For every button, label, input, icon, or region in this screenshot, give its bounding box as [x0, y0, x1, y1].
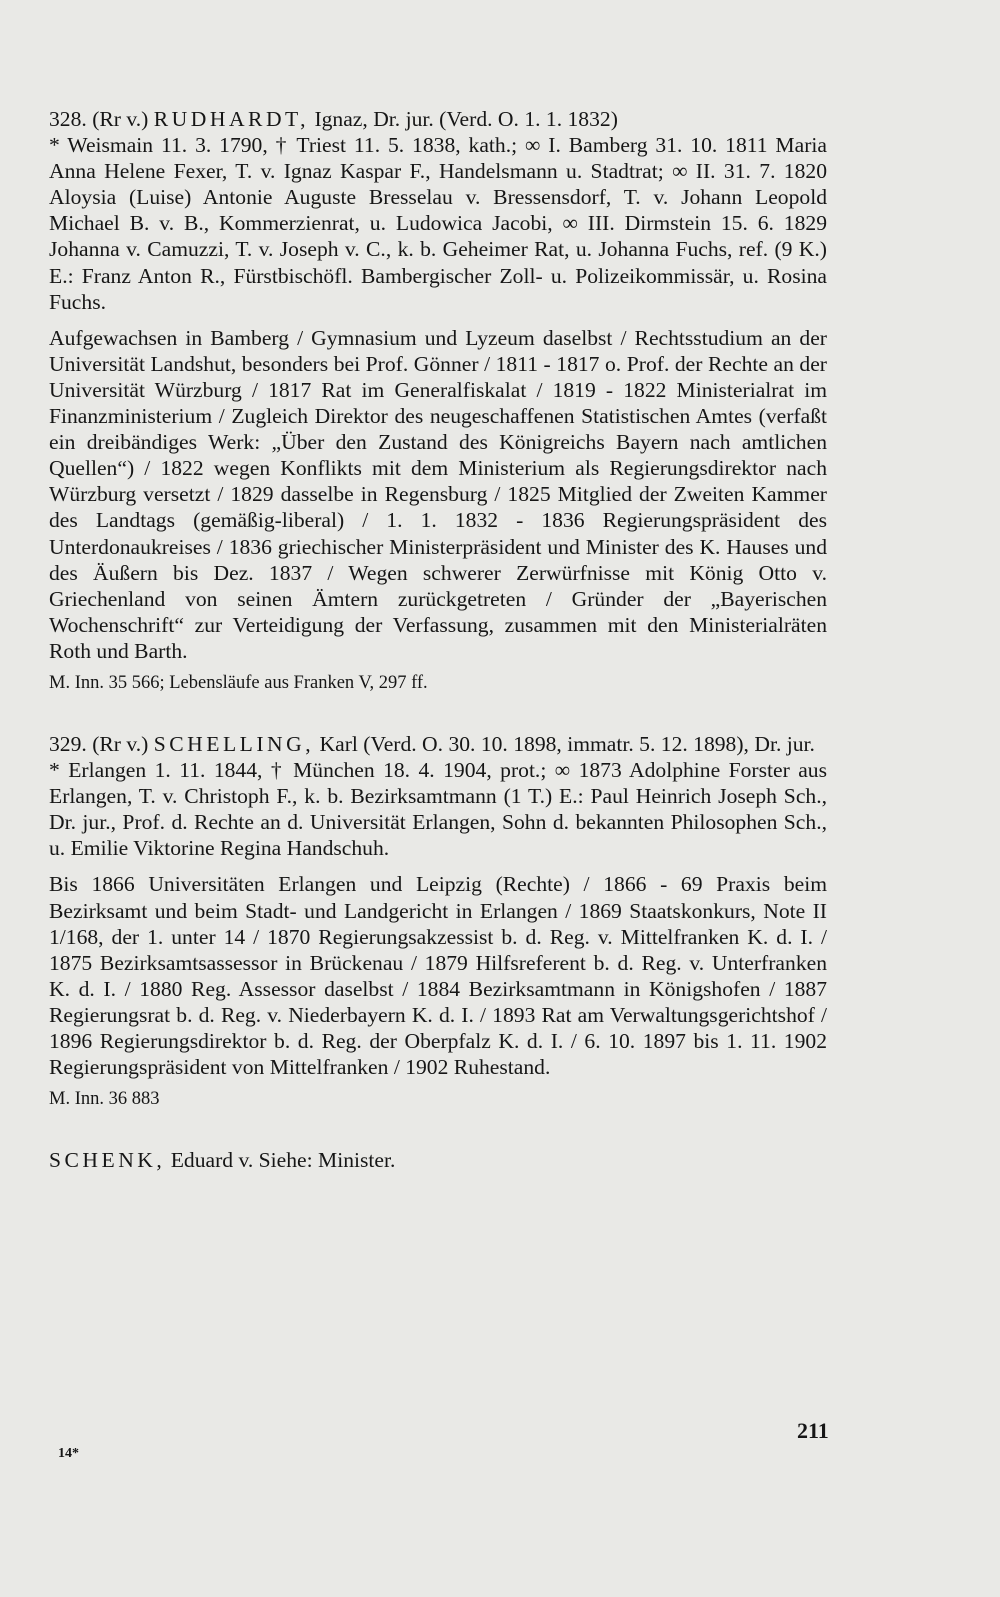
page-body	[49, 106, 827, 1173]
cross-reference-text: Eduard v. Siehe: Minister.	[170, 1148, 396, 1173]
entry-329-source: M. Inn. 36 883	[49, 1089, 160, 1110]
entry-328-heading-rest: Ignaz, Dr. jur. (Verd. O. 1. 1. 1832)	[314, 107, 618, 131]
cross-reference-surname: SCHENK,	[49, 1148, 166, 1173]
entry-329-genealogy: * Erlangen 1. 11. 1844, † München 18. 4. 1904, prot.; ∞ 1873 Adolphine Forster aus Erlangen, T. v. Christoph F., k. b. Bezirksamtmann (1 T.) E.: Paul Heinrich Joseph Sch., Dr. jur., Prof. d. Rechte an d. Universität Erlangen, Sohn d. bekannten Philosophen Sch., u. Emilie Viktorine Regina Handschuh.	[49, 758, 827, 861]
page-number: 211	[797, 1418, 829, 1443]
entry-329-surname: SCHELLING,	[153, 731, 315, 756]
entry-328	[49, 106, 827, 695]
entry-328-heading	[49, 106, 827, 132]
signature-mark: 14*	[58, 1446, 79, 1461]
entry-328-career: Aufgewachsen in Bamberg / Gymnasium und Lyzeum daselbst / Rechtsstudium an der Universität Landshut, besonders bei Prof. Gönner / 1811 - 1817 o. Prof. der Rechte an der Universität Würzburg / 1817 Rat im Generalfiskalat / 1819 - 1822 Ministerialrat im Finanzministerium / Zugleich Direktor des neugeschaffenen Statistischen Amtes (verfaßt ein dreibändiges Werk: „Über den Zustand des Königreichs Bayern nach amtlichen Quellen“) / 1822 wegen Konflikts mit dem Ministerium als Regierungsdirektor nach Würzburg versetzt / 1829 dasselbe in Regensburg / 1825 Mitglied der Zweiten Kammer des Landtags (gemäßig-liberal) / 1. 1. 1832 - 1836 Regierungspräsident des Unterdonaukreises / 1836 griechischer Ministerpräsident und Minister des K. Hauses und des Äußern bis Dez. 1837 / Wegen schwerer Zerwürfnisse mit König Otto v. Griechenland von seinen Ämtern zurückgetreten / Gründer der „Bayerischen Wochenschrift“ zur Verteidigung der Verfassung, zusammen mit den Ministerialräten Roth und Barth.	[49, 325, 827, 663]
entry-328-number: 328. (Rr v.)	[49, 107, 149, 131]
entry-328-source: M. Inn. 35 566; Lebensläufe aus Franken V, 297 ff.	[49, 672, 428, 693]
cross-reference	[49, 1147, 827, 1173]
entry-329-career: Bis 1866 Universitäten Erlangen und Leipzig (Rechte) / 1866 - 69 Praxis beim Bezirksamt und beim Stadt- und Landgericht in Erlangen / 1869 Staatskonkurs, Note II 1/168, der 1. unter 14 / 1870 Regierungsakzessist b. d. Reg. v. Mittelfranken K. d. I. / 1875 Bezirksamtsassessor in Brückenau / 1879 Hilfsreferent b. d. Reg. v. Unterfranken K. d. I. / 1880 Reg. Assessor daselbst / 1884 Bezirksamtmann in Königshofen / 1887 Regierungsrat b. d. Reg. v. Niederbayern K. d. I. / 1893 Rat am Verwaltungsgerichtshof / 1896 Regierungsdirektor b. d. Reg. der Oberpfalz K. d. I. / 6. 10. 1897 bis 1. 11. 1902 Regierungspräsident von Mittelfranken / 1902 Ruhestand.	[49, 872, 827, 1080]
entry-329-number: 329. (Rr v.)	[49, 731, 149, 756]
entry-329	[49, 731, 827, 1111]
entry-329-heading	[49, 731, 827, 757]
entry-328-genealogy: * Weismain 11. 3. 1790, † Triest 11. 5. 1838, kath.; ∞ I. Bamberg 31. 10. 1811 Maria Anna Helene Fexer, T. v. Ignaz Kaspar F., Handelsmann u. Stadtrat; ∞ II. 31. 7. 1820 Aloysia (Luise) Antonie Auguste Bresselau v. Bressensdorf, T. v. Johann Leopold Michael B. v. B., Kommerzienrat, u. Ludowica Jacobi, ∞ III. Dirmstein 15. 6. 1829 Johanna v. Camuzzi, T. v. Joseph v. C., k. b. Geheimer Rat, u. Johanna Fuchs, ref. (9 K.) E.: Franz Anton R., Fürstbischöfl. Bambergischer Zoll- u. Polizeikommissär, u. Rosina Fuchs.	[49, 133, 827, 314]
entry-329-heading-rest: Karl (Verd. O. 30. 10. 1898, immatr. 5. 12. 1898), Dr. jur.	[319, 731, 815, 756]
entry-328-surname: RUDHARDT,	[153, 107, 310, 131]
